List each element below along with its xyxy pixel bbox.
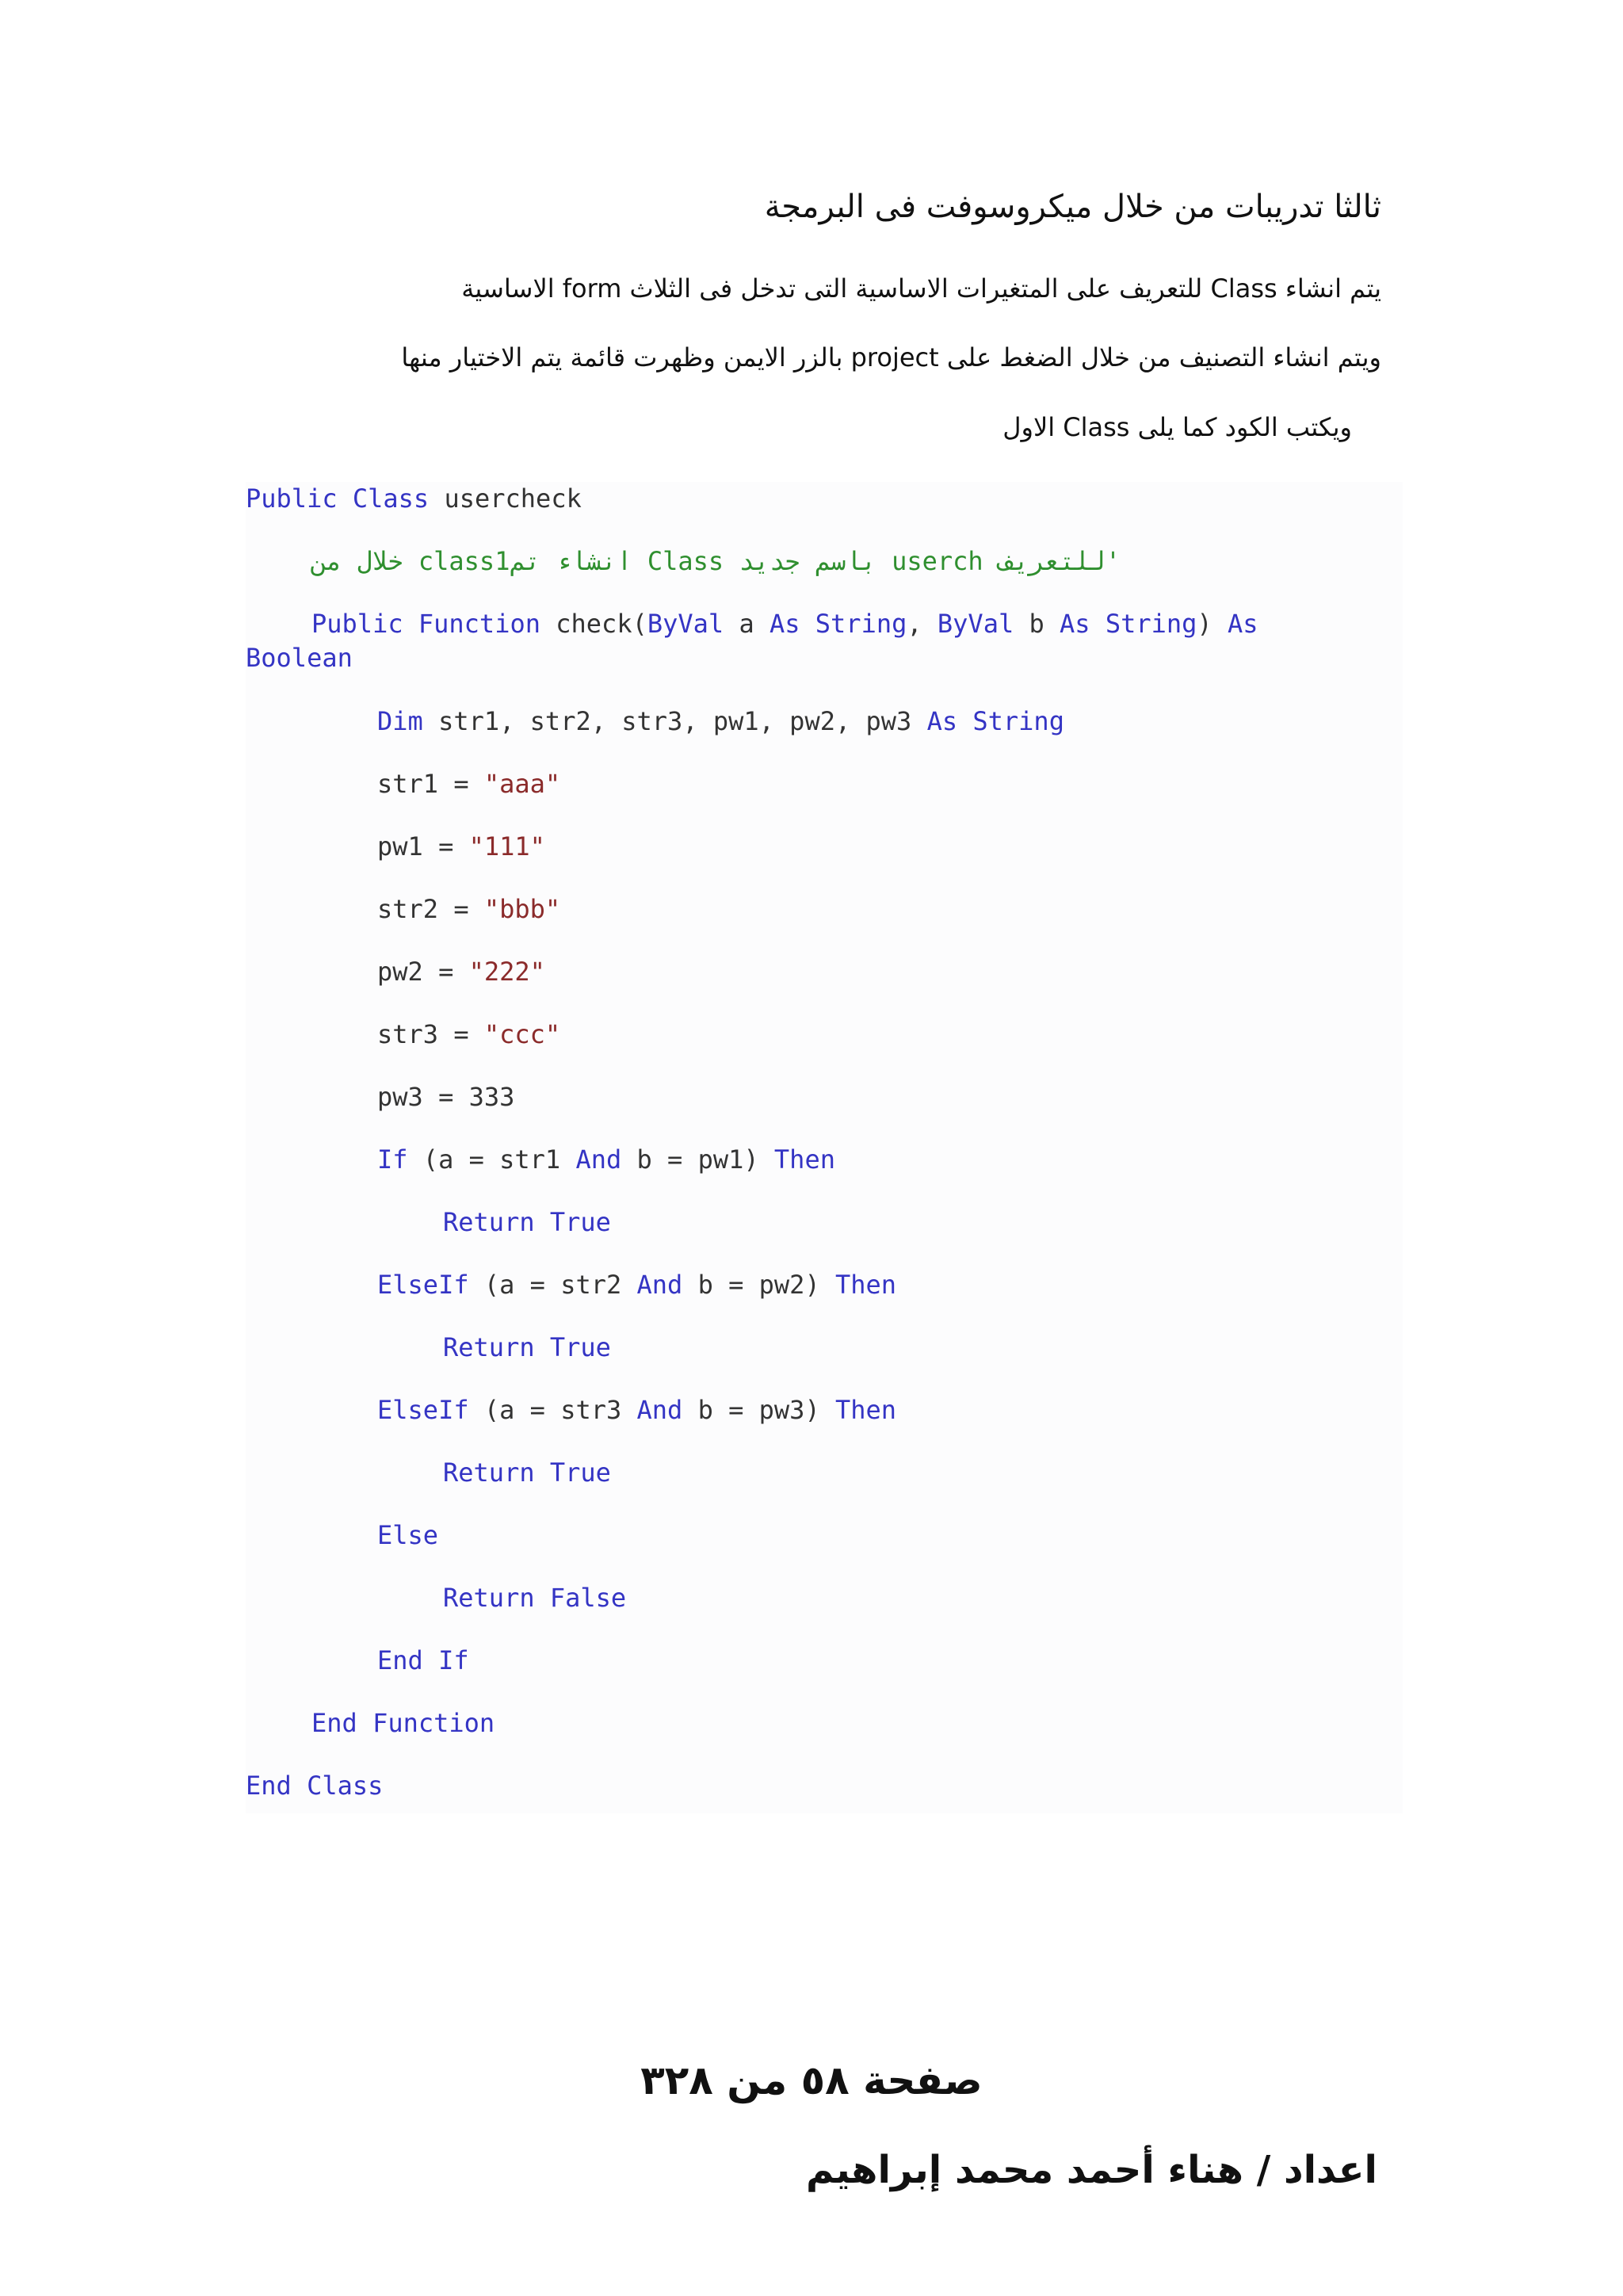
code-string: "ccc": [483, 1019, 561, 1049]
code-text: pw1 =: [377, 831, 469, 861]
code-line-return-true-2: Return True: [443, 1332, 611, 1362]
code-line-end-if: End If: [377, 1645, 469, 1675]
code-keyword: Then: [834, 1270, 897, 1300]
code-line-return-type: Boolean: [246, 643, 353, 673]
code-line-assign-pw1: [377, 830, 545, 863]
code-text: usercheck: [429, 483, 582, 514]
code-text: ): [1197, 609, 1228, 639]
code-text: check(: [540, 609, 647, 639]
code-keyword: And: [636, 1395, 683, 1425]
code-text: str3 =: [377, 1019, 484, 1049]
paragraph-create-instructions: ويتم انشاء التصنيف من خلال الضغط على project بالزر الايمن وظهرت قائمة يتم الاختيار منها: [401, 342, 1381, 372]
code-text: str1, str2, str3, pw1, pw2, pw3: [422, 706, 927, 736]
code-line-else: Else: [377, 1520, 439, 1550]
code-line-if: [377, 1143, 835, 1176]
code-keyword: Then: [834, 1395, 897, 1425]
code-line-dim: [377, 705, 1064, 738]
paragraph-class-intro: يتم انشاء Class للتعريف على المتغيرات الاساسية التى تدخل فى الثلاث form الاساسية: [461, 273, 1381, 304]
paragraph-code-intro: ويكتب الكود كما يلى Class الاول: [1002, 412, 1352, 442]
code-text: str1 =: [377, 769, 484, 799]
code-line-end-class: End Class: [246, 1771, 384, 1801]
page-number: صفحة ٥٨ من ٣٢٨: [640, 2057, 983, 2103]
code-keyword: As String: [1060, 609, 1197, 639]
code-line-elseif-1: [377, 1268, 896, 1301]
code-keyword: As: [1227, 609, 1258, 639]
code-text: b: [1014, 609, 1060, 639]
code-keyword: As String: [769, 609, 907, 639]
code-keyword: ElseIf: [377, 1395, 469, 1425]
code-keyword: If: [377, 1144, 408, 1175]
code-keyword: Then: [773, 1144, 835, 1175]
code-keyword: ByVal: [937, 609, 1014, 639]
code-keyword: Public Function: [311, 609, 540, 639]
code-keyword: ByVal: [647, 609, 724, 639]
code-text: b = pw1): [621, 1144, 774, 1175]
code-line-end-function: End Function: [311, 1708, 495, 1738]
code-line-assign-str1: [377, 767, 560, 800]
code-line-assign-pw3: pw3 = 333: [377, 1082, 515, 1112]
author-credit: اعداد / هناء أحمد محمد إبراهيم: [805, 2148, 1377, 2192]
code-line-assign-str2: [377, 892, 560, 926]
code-string: "222": [468, 957, 545, 987]
code-line-elseif-2: [377, 1393, 896, 1427]
code-keyword: Public Class: [246, 483, 430, 514]
code-line-return-true-3: Return True: [443, 1457, 611, 1488]
code-line-return-true-1: Return True: [443, 1207, 611, 1237]
code-string: "aaa": [483, 769, 561, 799]
code-text: b = pw3): [682, 1395, 835, 1425]
code-line-assign-pw2: [377, 955, 545, 988]
code-text: str2 =: [377, 894, 484, 924]
code-text: (a = str1: [407, 1144, 576, 1175]
section-heading: ثالثا تدريبات من خلال ميكروسوفت فى البرمجة: [764, 189, 1381, 225]
code-line-comment: 'للتعريف userch باسم جديد Class انشاء تمclass1 خلال من: [311, 546, 1121, 576]
code-block: [246, 482, 1403, 1813]
code-text: (a = str3: [468, 1395, 637, 1425]
code-line-return-false: Return False: [443, 1583, 627, 1613]
code-text: a: [724, 609, 769, 639]
code-keyword: As String: [926, 706, 1064, 736]
code-string: "111": [468, 831, 545, 861]
code-text: pw2 =: [377, 957, 469, 987]
code-line-function-signature: [311, 607, 1258, 640]
code-line-class-declaration: [246, 482, 582, 515]
code-string: "bbb": [483, 894, 561, 924]
code-text: b = pw2): [682, 1270, 835, 1300]
code-line-assign-str3: [377, 1018, 560, 1051]
code-keyword: Dim: [377, 706, 423, 736]
code-text: ,: [907, 609, 938, 639]
code-keyword: ElseIf: [377, 1270, 469, 1300]
code-keyword: And: [575, 1144, 622, 1175]
code-text: (a = str2: [468, 1270, 637, 1300]
code-keyword: And: [636, 1270, 683, 1300]
